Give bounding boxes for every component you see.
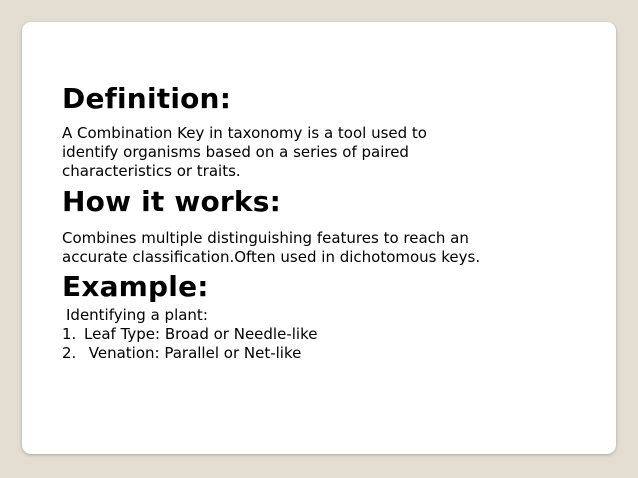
list-item-text: Leaf Type: Broad or Needle-like — [84, 325, 318, 343]
list-item-text: Venation: Parallel or Net-like — [84, 344, 302, 362]
list-item-number: 2. — [62, 344, 77, 362]
definition-heading: Definition: — [62, 82, 232, 115]
list-item — [62, 344, 482, 363]
example-intro: Identifying a plant: — [66, 306, 208, 324]
slide-content — [62, 82, 482, 363]
list-item — [62, 325, 482, 344]
how-it-works-heading: How it works: — [62, 185, 282, 218]
definition-text: A Combination Key in taxonomy is a tool used to identify organisms based on a series of paired characteristics or traits. — [62, 124, 427, 180]
example-heading: Example: — [62, 270, 209, 303]
how-it-works-text: Combines multiple distinguishing features to reach an accurate classification.Often used in dichotomous keys. — [62, 229, 481, 266]
slide — [22, 22, 616, 454]
list-item-number: 1. — [62, 325, 77, 343]
example-list — [62, 306, 482, 363]
